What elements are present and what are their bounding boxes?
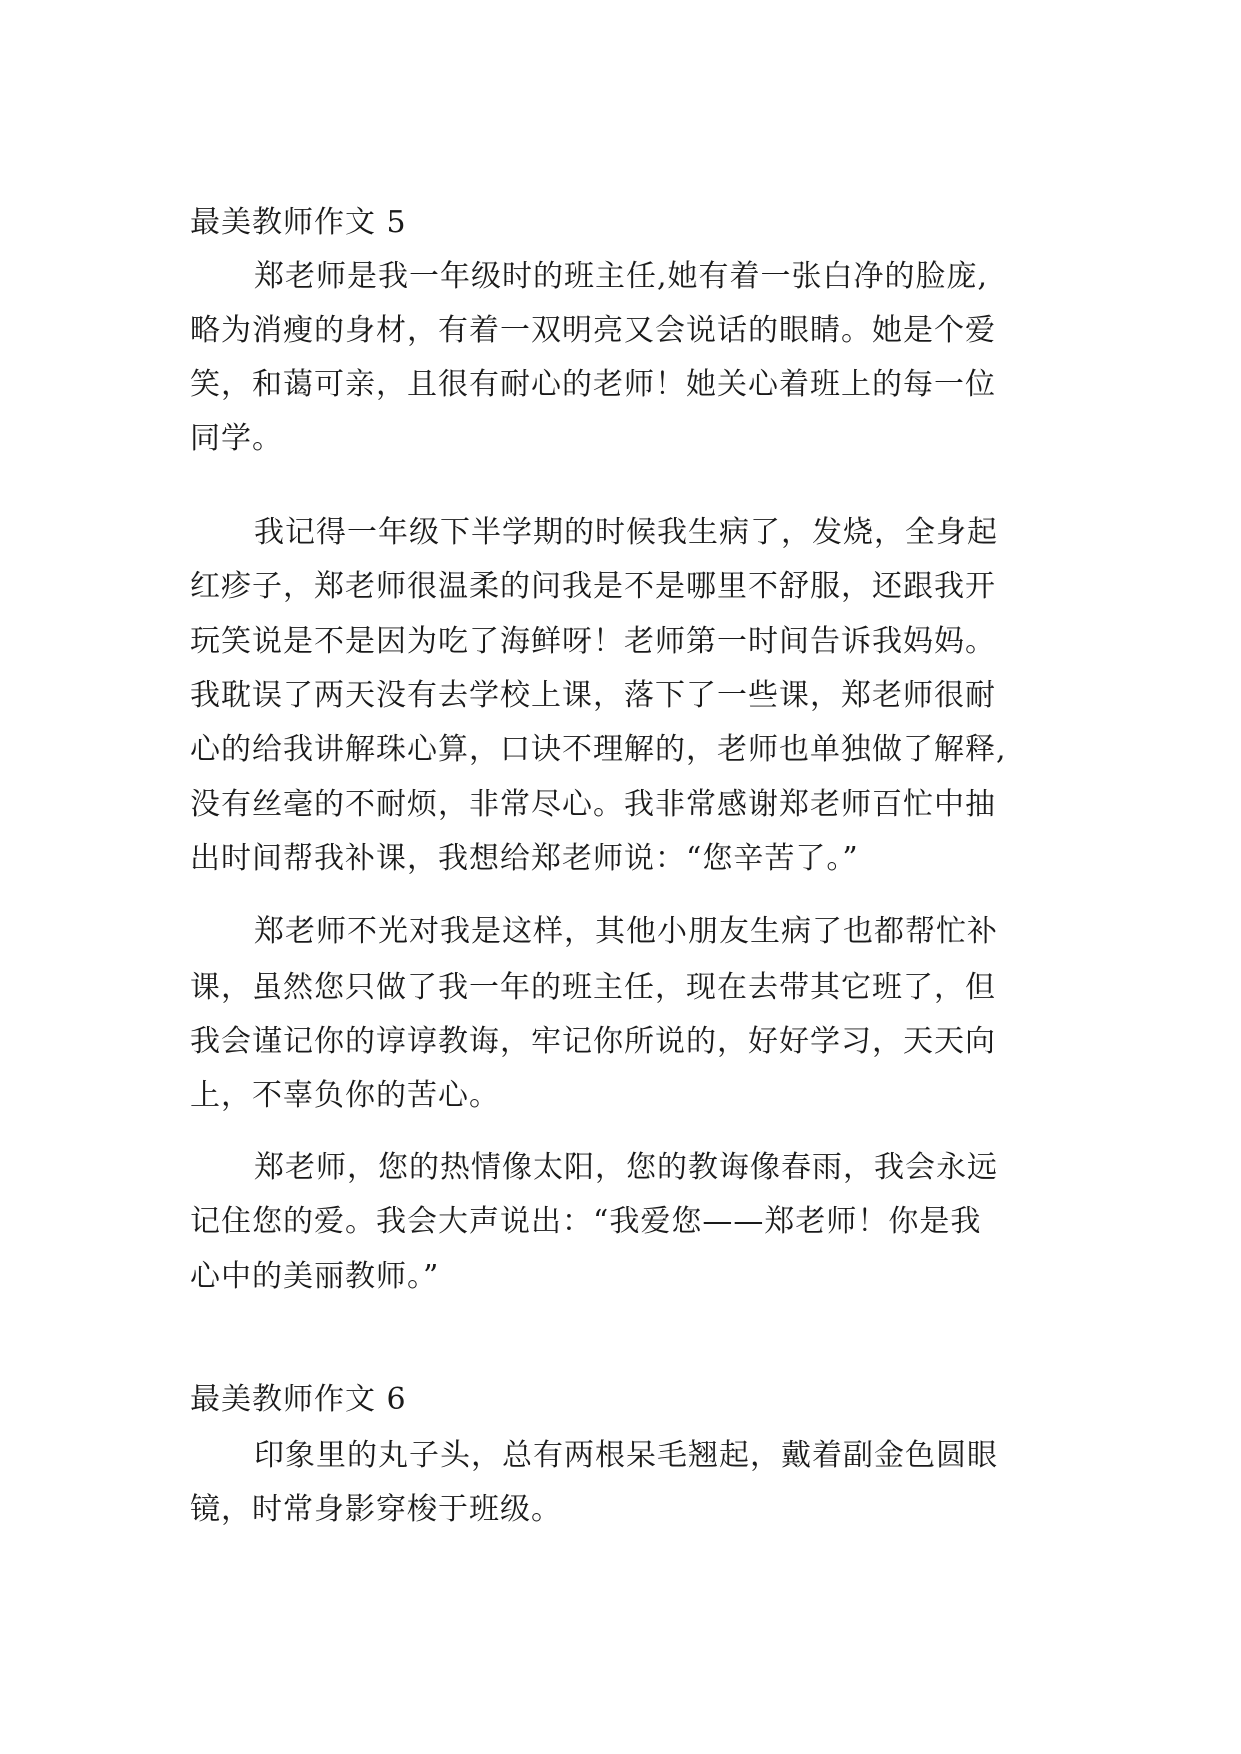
paragraph-line: 略为消瘦的身材，有着一双明亮又会说话的眼睛。她是个爱 (190, 313, 996, 348)
paragraph-line: 我耽误了两天没有去学校上课，落下了一些课，郑老师很耐 (190, 678, 996, 713)
paragraph-line: 没有丝毫的不耐烦，非常尽心。我非常感谢郑老师百忙中抽 (190, 787, 996, 822)
paragraph-line: 郑老师是我一年级时的班主任,她有着一张白净的脸庞, (254, 259, 989, 294)
paragraph-line: 笑，和蔼可亲，且很有耐心的老师！她关心着班上的每一位 (190, 367, 996, 402)
paragraph-line: 郑老师，您的热情像太阳，您的教诲像春雨，我会永远 (254, 1150, 998, 1185)
paragraph-line: 心中的美丽教师。” (190, 1259, 440, 1294)
paragraph-line: 印象里的丸子头，总有两根呆毛翘起，戴着副金色圆眼 (254, 1438, 998, 1473)
paragraph-line: 镜，时常身影穿梭于班级。 (190, 1492, 562, 1527)
paragraph-line: 记住您的爱。我会大声说出：“我爱您——郑老师！你是我 (190, 1204, 982, 1239)
paragraph-line: 同学。 (190, 421, 283, 456)
paragraph-line: 心的给我讲解珠心算，口诀不理解的，老师也单独做了解释, (190, 732, 1007, 767)
paragraph-line: 上，不辜负你的苦心。 (190, 1078, 500, 1113)
paragraph-line: 课，虽然您只做了我一年的班主任，现在去带其它班了，但 (190, 970, 996, 1005)
paragraph-line: 红疹子，郑老师很温柔的问我是不是哪里不舒服，还跟我开 (190, 569, 996, 604)
paragraph-line: 我记得一年级下半学期的时候我生病了，发烧，全身起 (254, 515, 998, 550)
paragraph-line: 玩笑说是不是因为吃了海鲜呀！老师第一时间告诉我妈妈。 (190, 624, 996, 659)
paragraph-line: 出时间帮我补课，我想给郑老师说：“您辛苦了。” (190, 841, 859, 876)
section-title-5: 最美教师作文 5 (190, 205, 407, 240)
paragraph-line: 郑老师不光对我是这样，其他小朋友生病了也都帮忙补 (254, 914, 998, 949)
paragraph-line: 我会谨记你的谆谆教诲，牢记你所说的，好好学习，天天向 (190, 1024, 996, 1059)
section-title-6: 最美教师作文 6 (190, 1382, 407, 1417)
